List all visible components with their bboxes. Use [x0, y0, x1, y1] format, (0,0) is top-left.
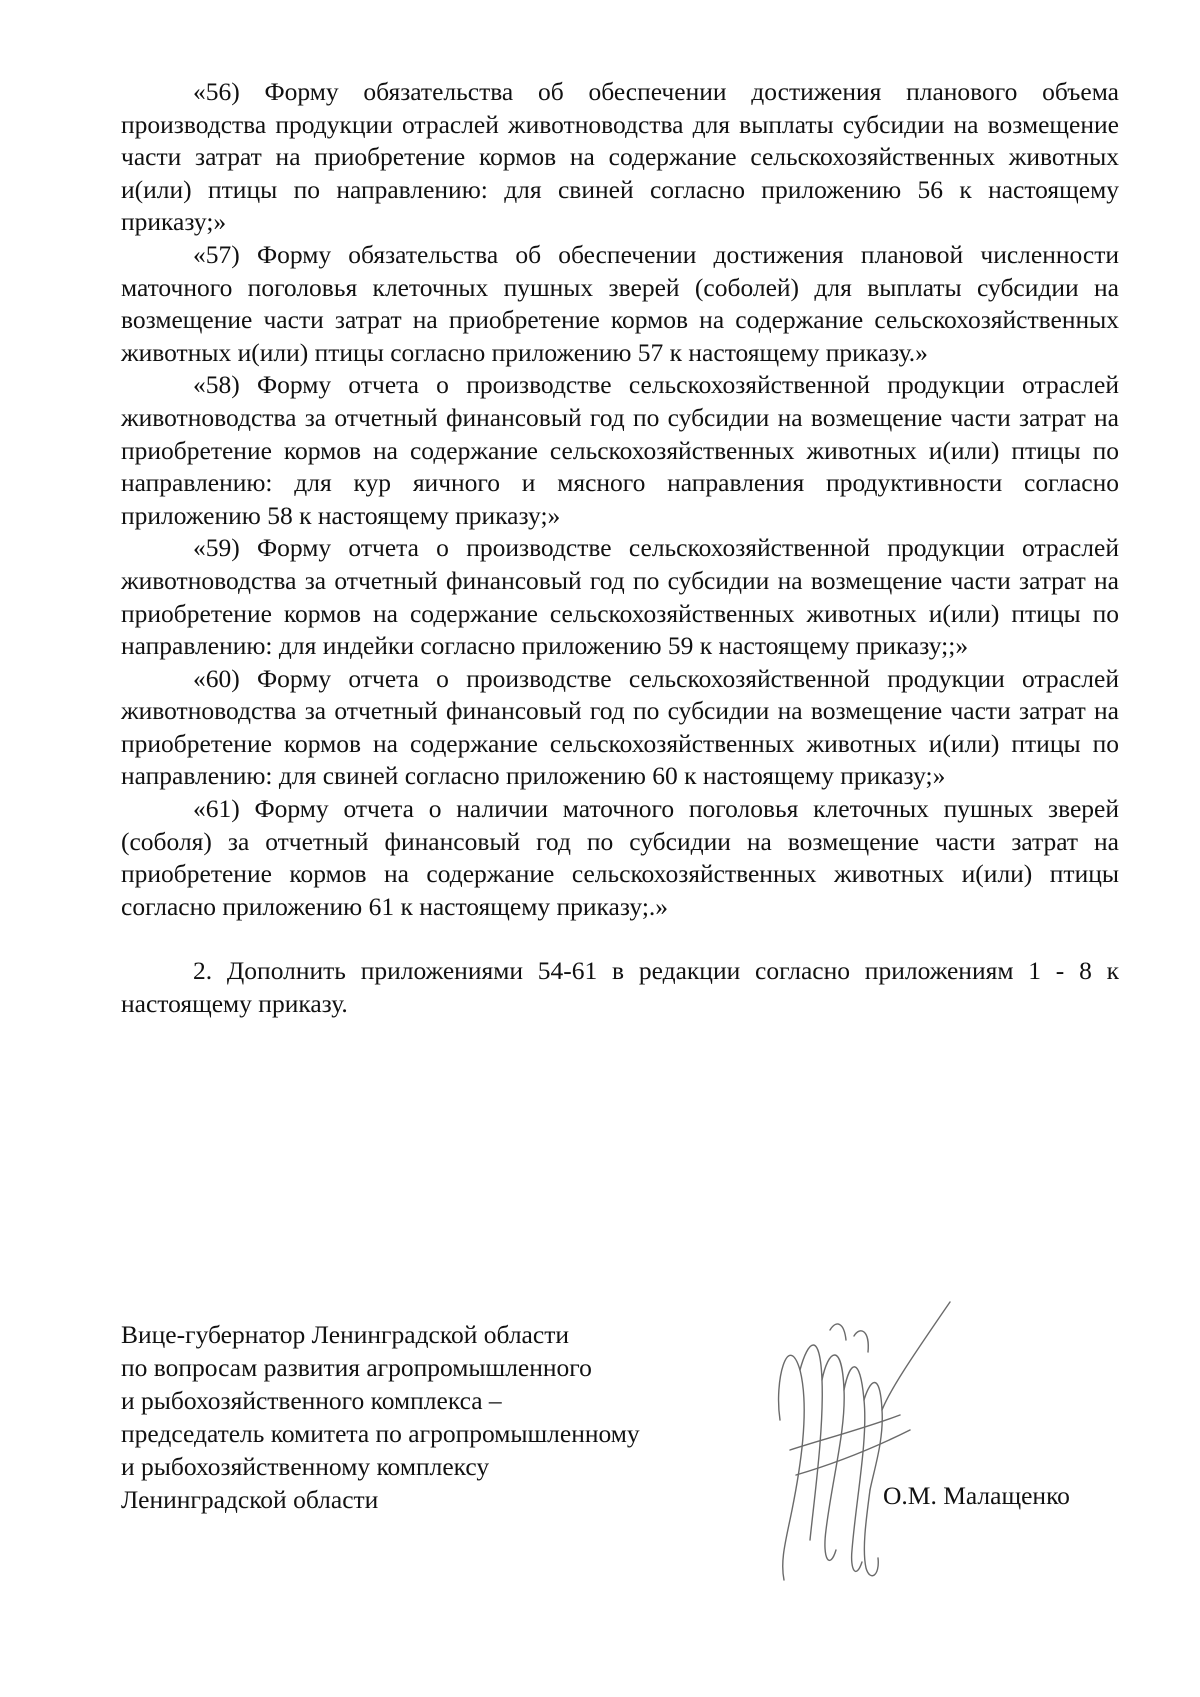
- signatory-title: [121, 1318, 741, 1516]
- item-2-paragraph: 2. Дополнить приложениями 54-61 в редакции согласно приложениям 1 - 8 к настоящему приказу.: [121, 956, 1119, 1019]
- signatory-title-line: председатель комитета по агропромышленному: [121, 1419, 640, 1448]
- paragraph-59: «59) Форму отчета о производстве сельскохозяйственной продукции отраслей животноводства за отчетный финансовый год по субсидии на возмещение части затрат на приобретение кормов на содержание сельскохозяйственных животных и(или) птицы по направлению: для индейки согласно приложению 59 к настоящему приказу;;»: [121, 533, 1119, 661]
- paragraph-56: «56) Форму обязательства об обеспечении достижения планового объема производства продукции отраслей животноводства для выплаты субсидии на возмещение части затрат на приобретение кормов на содержание сельскохозяйственных животных и(или) птицы по направлению: для свиней согласно приложению 56 к настоящему приказу;»: [121, 77, 1119, 237]
- signatory-title-line: и рыбохозяйственному комплексу: [121, 1452, 490, 1481]
- signatory-title-line: Ленинградской области: [121, 1485, 379, 1514]
- signatory-title-line: по вопросам развития агропромышленного: [121, 1353, 592, 1382]
- document-body: [121, 76, 1119, 1021]
- handwritten-signature-icon: [770, 1300, 970, 1590]
- paragraph-61: «61) Форму отчета о наличии маточного поголовья клеточных пушных зверей (соболя) за отчетный финансовый год по субсидии на возмещение части затрат на приобретение кормов на содержание сельскохозяйственных животных и(или) птицы согласно приложению 61 к настоящему приказу;.»: [121, 794, 1119, 921]
- paragraph-60: «60) Форму отчета о производстве сельскохозяйственной продукции отраслей животноводства за отчетный финансовый год по субсидии на возмещение части затрат на приобретение кормов на содержание сельскохозяйственных животных и(или) птицы по направлению: для свиней согласно приложению 60 к настоящему приказу;»: [121, 663, 1119, 791]
- paragraph-57: «57) Форму обязательства об обеспечении достижения плановой численности маточного поголовья клеточных пушных зверей (соболей) для выплаты субсидии на возмещение части затрат на приобретение кормов на содержание сельскохозяйственных животных и(или) птицы согласно приложению 57 к настоящему приказу.»: [121, 239, 1119, 367]
- signatory-title-line: и рыбохозяйственного комплекса –: [121, 1386, 502, 1415]
- signatory-title-line: Вице-губернатор Ленинградской области: [121, 1320, 569, 1349]
- signatory-name: О.М. Малащенко: [883, 1481, 1070, 1510]
- paragraph-58: «58) Форму отчета о производстве сельскохозяйственной продукции отраслей животноводства за отчетный финансовый год по субсидии на возмещение части затрат на приобретение кормов на содержание сельскохозяйственных животных и(или) птицы по направлению: для кур яичного и мясного направления продуктивности согласно приложению 58 к настоящему приказу;»: [121, 370, 1119, 530]
